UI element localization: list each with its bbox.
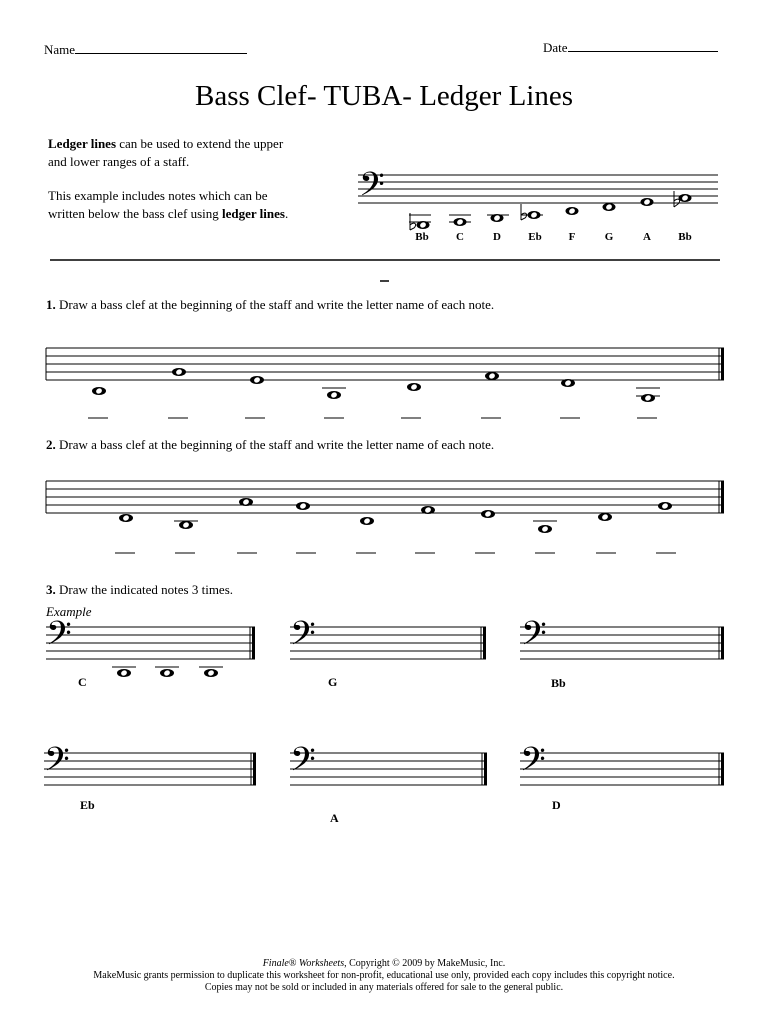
exercise-note-label: A: [330, 811, 339, 825]
bass-clef-icon: 𝄢: [520, 741, 546, 787]
footer-permission: MakeMusic grants permission to duplicate this worksheet for non-profit, educational use only, provided each copy includes this copyright notice.: [93, 970, 675, 981]
example-note-label: C: [456, 231, 464, 243]
example-note-label: D: [493, 231, 501, 243]
footer: [0, 958, 768, 994]
example-note-label: Eb: [528, 231, 542, 243]
q1-number: 1.: [46, 297, 56, 312]
example-note-label: Bb: [678, 231, 692, 243]
exercise-note-label: C: [78, 675, 87, 689]
intro-p2-bold: ledger lines: [222, 206, 285, 221]
intro-p1-rest: can be used to extend the upper: [116, 136, 284, 151]
ledger-lines-bold: Ledger lines: [48, 136, 117, 151]
exercise-note-label: G: [328, 675, 338, 689]
intro-p2-pre: written below the bass clef using: [48, 206, 223, 221]
bass-clef-icon: 𝄢: [44, 741, 70, 787]
exercise-note-label: Eb: [80, 798, 95, 812]
bass-clef-icon: 𝄢: [290, 741, 316, 787]
intro-p2-post: .: [284, 206, 289, 221]
q2-number: 2.: [46, 437, 56, 452]
page-title: Bass Clef- TUBA- Ledger Lines: [195, 80, 573, 112]
intro-p2-line1: This example includes notes which can be: [48, 188, 268, 203]
example-note-label: G: [604, 231, 614, 243]
footer-finale: Finale® Worksheets: [262, 958, 345, 969]
footer-copyright: , Copyright © 2009 by MakeMusic, Inc.: [344, 958, 506, 969]
exercise-note-label: Bb: [551, 676, 566, 690]
example-note-label: A: [643, 231, 651, 243]
q3-text: Draw the indicated notes 3 times.: [55, 582, 234, 597]
bass-clef-icon: 𝄢: [46, 615, 72, 661]
bass-clef-icon: 𝄢: [359, 166, 385, 212]
footer-restriction: Copies may not be sold or included in any materials offered for sale to the general public.: [204, 982, 564, 993]
example-note-label: Bb: [415, 231, 429, 243]
intro-p1-line2: and lower ranges of a staff.: [48, 154, 190, 169]
name-label: Name: [44, 42, 76, 57]
example-label: Example: [46, 604, 92, 619]
bass-clef-icon: 𝄢: [521, 615, 547, 661]
q3-number: 3.: [46, 582, 56, 597]
exercise-note-label: D: [552, 798, 561, 812]
date-label: Date: [543, 40, 568, 55]
example-note-label: F: [568, 231, 576, 243]
q2-text: Draw a bass clef at the beginning of the staff and write the letter name of each note.: [55, 437, 495, 452]
bass-clef-icon: 𝄢: [290, 615, 316, 661]
q1-text: Draw a bass clef at the beginning of the staff and write the letter name of each note.: [55, 297, 495, 312]
